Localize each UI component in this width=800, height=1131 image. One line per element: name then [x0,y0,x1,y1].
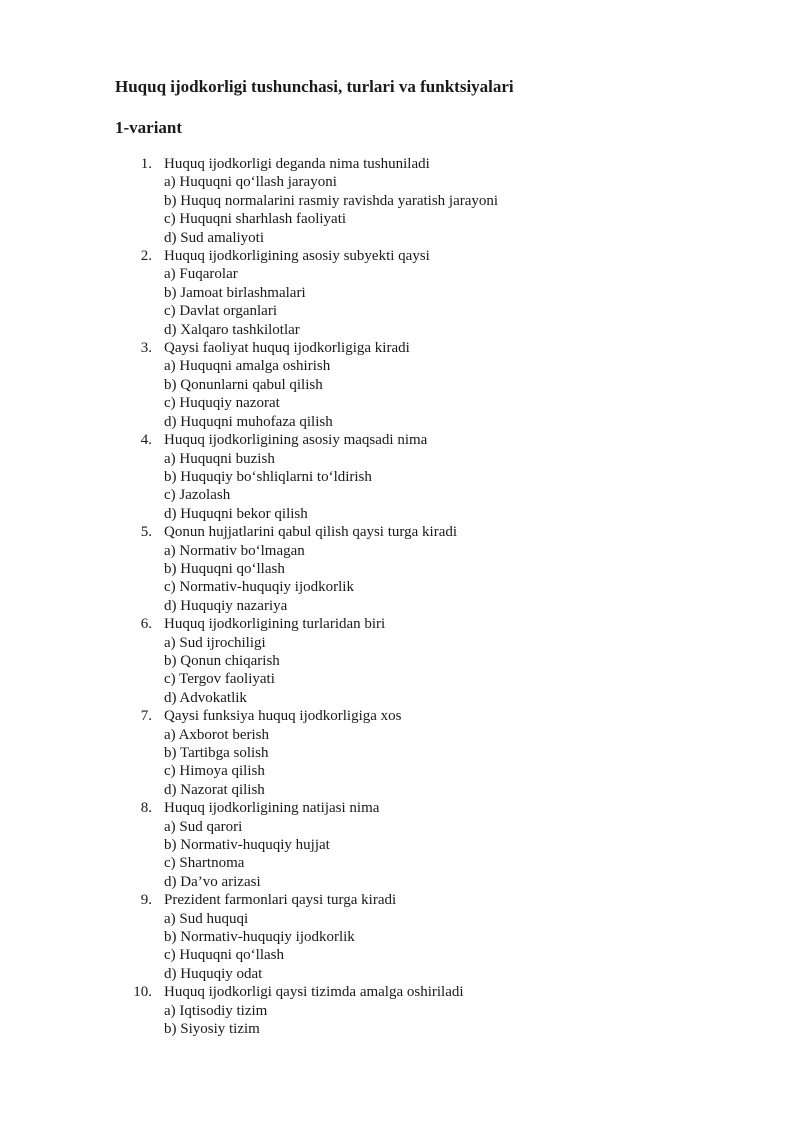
answer-option: a) Huquqni buzish [164,450,275,467]
answer-option: b) Huquq normalarini rasmiy ravishda yaratish jarayoni [164,192,499,209]
question-number: 4. [140,432,152,449]
answer-options [0,910,800,984]
answer-option: d) Da’vo arizasi [164,873,261,890]
question-item [0,707,800,799]
answer-options [0,265,800,339]
answer-option: c) Huquqni sharhlash faoliyati [164,211,347,228]
answer-option: a) Sud qarori [164,818,243,835]
answer-option: d) Huquqiy odat [164,965,263,982]
question-text: Huquq ijodkorligining natijasi nima [164,800,380,817]
answer-options [0,450,800,524]
answer-option: a) Huquqni qo‘llash jarayoni [164,174,337,191]
answer-option: b) Normativ-huquqiy ijodkorlik [164,929,355,946]
question-text: Huquq ijodkorligi deganda nima tushuniladi [164,156,430,172]
answer-option: b) Normativ-huquqiy hujjat [164,837,330,854]
answer-options [0,634,800,708]
answer-options [0,542,800,616]
question-text: Huquq ijodkorligining asosiy subyekti qaysi [164,248,430,265]
question-number: 5. [140,524,152,541]
answer-option: b) Huquqni qo‘llash [164,560,285,577]
answer-option: b) Siyosiy tizim [164,1021,260,1038]
question-text: Huquq ijodkorligining turlaridan biri [164,616,386,633]
answer-option: a) Axborot berish [164,726,269,743]
question-list [0,155,800,1039]
question-item [0,431,800,523]
answer-option: b) Tartibga solish [164,745,269,761]
answer-option: b) Jamoat birlashmalari [164,284,306,301]
answer-option: d) Huquqiy nazariya [164,597,288,614]
answer-option: d) Nazorat qilish [164,781,265,798]
answer-option: c) Shartnoma [164,855,245,872]
answer-option: c) Himoya qilish [164,763,265,780]
question-item [0,615,800,707]
answer-option: a) Sud ijrochiligi [164,634,266,651]
answer-option: d) Sud amaliyoti [164,229,264,246]
variant-heading: 1-variant [115,118,183,137]
answer-option: b) Qonun chiqarish [164,652,280,669]
question-number: 3. [140,340,152,357]
answer-option: d) Huquqni muhofaza qilish [164,413,333,430]
question-number: 8. [140,800,152,817]
answer-option: c) Jazolash [164,487,231,504]
question-item [0,339,800,431]
question-number: 9. [140,892,152,909]
question-item [0,983,800,1038]
question-item [0,799,800,891]
answer-option: a) Sud huquqi [164,910,249,927]
question-text: Huquq ijodkorligi qaysi tizimda amalga oshiriladi [164,984,464,1001]
question-item [0,523,800,615]
question-text: Qonun hujjatlarini qabul qilish qaysi turga kiradi [164,524,458,541]
answer-options [0,357,800,431]
answer-option: c) Huquqiy nazorat [164,395,280,412]
answer-options [0,818,800,892]
answer-option: a) Fuqarolar [164,266,238,283]
answer-option: c) Davlat organlari [164,303,278,320]
answer-option: b) Qonunlarni qabul qilish [164,376,323,393]
question-item [0,891,800,983]
answer-options [0,1002,800,1039]
question-text: Huquq ijodkorligining asosiy maqsadi nima [164,432,428,449]
answer-options [0,173,800,247]
question-text: Qaysi faoliyat huquq ijodkorligiga kiradi [164,340,410,357]
answer-option: d) Xalqaro tashkilotlar [164,321,300,338]
question-number: 2. [140,248,152,265]
answer-option: d) Huquqni bekor qilish [164,505,308,522]
answer-option: a) Huquqni amalga oshirish [164,358,331,375]
answer-option: c) Normativ-huquqiy ijodkorlik [164,579,354,596]
answer-option: c) Tergov faoliyati [164,671,275,688]
answer-option: b) Huquqiy bo‘shliqlarni to‘ldirish [164,468,372,485]
question-item [0,155,800,247]
answer-option: d) Advokatlik [164,689,247,706]
answer-option: c) Huquqni qo‘llash [164,947,284,964]
question-number: 1. [140,156,152,172]
answer-option: a) Normativ bo‘lmagan [164,542,305,559]
question-item [0,247,800,339]
document-title: Huquq ijodkorligi tushunchasi, turlari va funktsiyalari [115,77,514,96]
answer-options [0,726,800,800]
question-number: 10. [133,984,152,1001]
question-text: Qaysi funksiya huquq ijodkorligiga xos [164,708,402,725]
question-number: 6. [140,616,152,633]
question-number: 7. [140,708,152,725]
answer-option: a) Iqtisodiy tizim [164,1002,268,1019]
question-text: Prezident farmonlari qaysi turga kiradi [164,892,397,909]
